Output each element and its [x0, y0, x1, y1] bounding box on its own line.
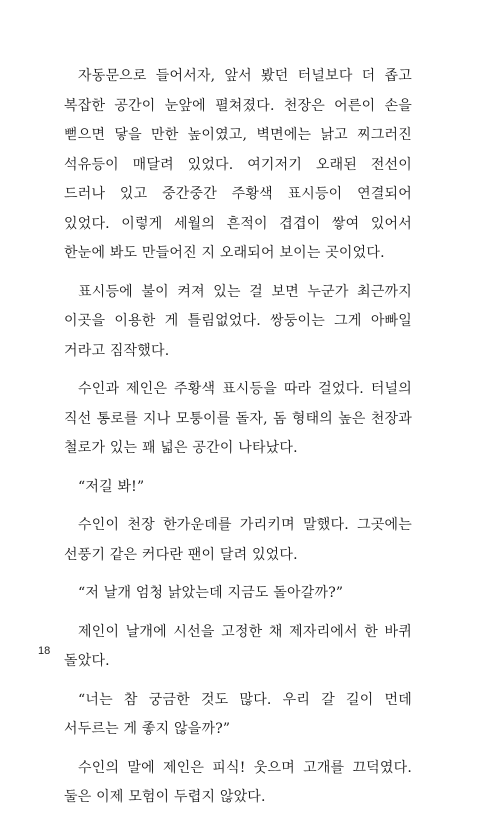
paragraph-3: 수인과 제인은 주황색 표시등을 따라 걸었다. 터널의 직선 통로를 지나 모퉁이를 돌자, 돔 형태의 높은 천장과 철로가 있는 꽤 넓은 공간이 나타났다. — [64, 381, 412, 456]
paragraph-8: “너는 참 궁금한 것도 많다. 우리 갈 길이 먼데 서두르는 게 좋지 않을까?” — [64, 691, 412, 737]
paragraph-4: “저길 봐!” — [78, 478, 145, 495]
page-number: 18 — [38, 645, 51, 657]
paragraph-6: “저 날개 엄청 낡았는데 지금도 돌아갈까?” — [78, 585, 344, 601]
paragraph-7: 제인이 날개에 시선을 고정한 채 제자리에서 한 바퀴 돌았다. — [64, 623, 412, 669]
body-text — [64, 62, 412, 822]
paragraph-5: 수인이 천장 한가운데를 가리키며 말했다. 그곳에는 선풍기 같은 커다란 팬이 달려 있었다. — [64, 517, 412, 563]
paragraph-2: 표시등에 불이 켜져 있는 걸 보면 누군가 최근까지 이곳을 이용한 게 틀림없었다. 쌍둥이는 그게 아빠일 거라고 짐작했다. — [64, 283, 412, 359]
paragraph-9: 수인의 말에 제인은 피식! 웃으며 고개를 끄덕였다. 둘은 이제 모험이 두렵지 않았다. — [64, 759, 412, 805]
paragraph-1: 자동문으로 들어서자, 앞서 봤던 터널보다 더 좁고 복잡한 공간이 눈앞에 펼쳐졌다. 천장은 어른이 손을 뻗으면 닿을 만한 높이였고, 벽면에는 낡고 찌그러진 석유등이 매달려 있었다. 여기저기 오래된 전선이 드러나 있고 중간중간 주황색 표시등이 연결되어 있었다. 이렇게 세월의 흔적이 겹겹이 쌓여 있어서 한눈에 봐도 만들어진 지 오래되어 보이는 곳이었다. — [64, 68, 412, 261]
